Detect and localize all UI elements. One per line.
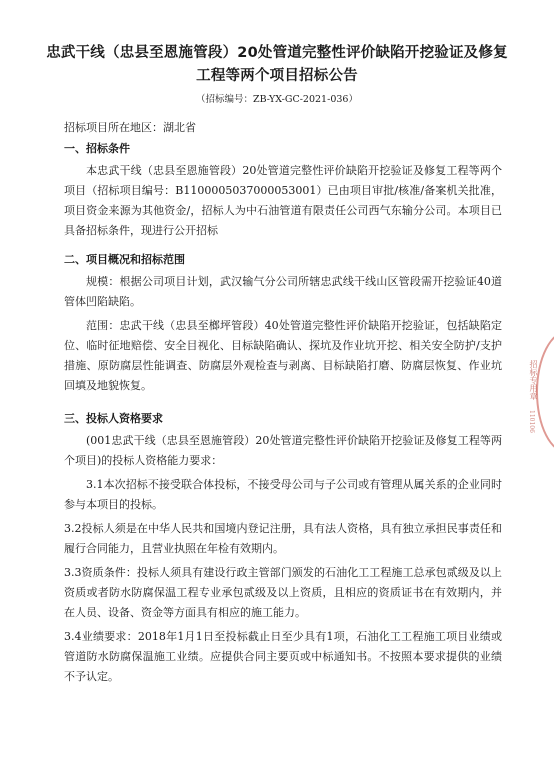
section-1-text: 本忠武干线（忠县至恩施管段）20处管道完整性评价缺陷开挖验证及修复工程等两个项目（招标项目编号：B1100005037000053001）已由项目审批/核准/备案机关批准，项目资金来源为其他资金/，招标人为中石油管道有限责任公司西气东输分公司。本项目已具备招标条件，现进行公开招标 (64, 164, 502, 237)
section-3 (64, 409, 502, 429)
section-2-heading: 二、项目概况和招标范围 (64, 253, 185, 266)
section-3-item-2: 3.2投标人须是在中华人民共和国境内登记注册，具有法人资格，具有独立承担民事责任和履行合同能力，且营业执照在年检有效期内。 (64, 522, 502, 555)
section-3-item-3: 3.3资质条件：投标人须具有建设行政主管部门颁发的石油化工工程施工总承包贰级及以上资质或者防水防腐保温工程专业承包贰级及以上资质，且相应的资质证书在有效期内，并在人员、设备、资金等方面具有相应的施工能力。 (64, 566, 502, 619)
section-3-body (64, 431, 502, 687)
section-1-body (64, 161, 502, 241)
bid-number: （招标编号：ZB-YX-GC-2021-036） (196, 94, 358, 105)
location-text: 招标项目所在地区：湖北省 (64, 121, 196, 134)
section-2 (64, 250, 502, 270)
section-3-item-4: 3.4业绩要求：2018年1月1日至投标截止日至少具有1项，石油化工工程施工项目业绩或管道防水防腐保温施工业绩。应提供合同主要页或中标通知书。不按照本要求提供的业绩不予认定。 (64, 630, 502, 683)
document-title (40, 42, 514, 88)
section-3-intro: (001忠武干线（忠县至恩施管段）20处管道完整性评价缺陷开挖验证及修复工程等两个项目)的投标人资格能力要求： (64, 434, 502, 467)
location-line (64, 118, 502, 138)
section-2-scope: 范围：忠武干线（忠县至榔坪管段）40处管道完整性评价缺陷开挖验证，包括缺陷定位、临时征地赔偿、安全目视化、目标缺陷确认、探坑及作业坑开挖、相关安全防护/支护措施、原防腐层性能调查、防腐层外观检查与剥离、目标缺陷打磨、防腐层恢复、作业坑回填及地貌恢复。 (64, 319, 502, 392)
seal-text: 招标专用章 (529, 360, 538, 400)
section-2-scale: 规模：根据公司项目计划，武汉输气分公司所辖忠武线干线山区管段需开挖验证40道管体凹陷缺陷。 (64, 275, 502, 308)
section-1 (64, 139, 502, 159)
title-line-1: 忠武干线（忠县至恩施管段）20处管道完整性评价缺陷开挖验证及修复 (46, 45, 508, 61)
seal-code: 110106 (528, 410, 535, 433)
section-3-heading: 三、投标人资格要求 (64, 412, 163, 425)
section-3-item-1: 3.1本次招标不接受联合体投标，不接受母公司与子公司或有管理从属关系的企业同时参与本项目的投标。 (64, 478, 502, 511)
title-line-2: 工程等两个项目招标公告 (196, 68, 358, 84)
section-1-heading: 一、招标条件 (64, 142, 130, 155)
section-2-body (64, 272, 502, 396)
